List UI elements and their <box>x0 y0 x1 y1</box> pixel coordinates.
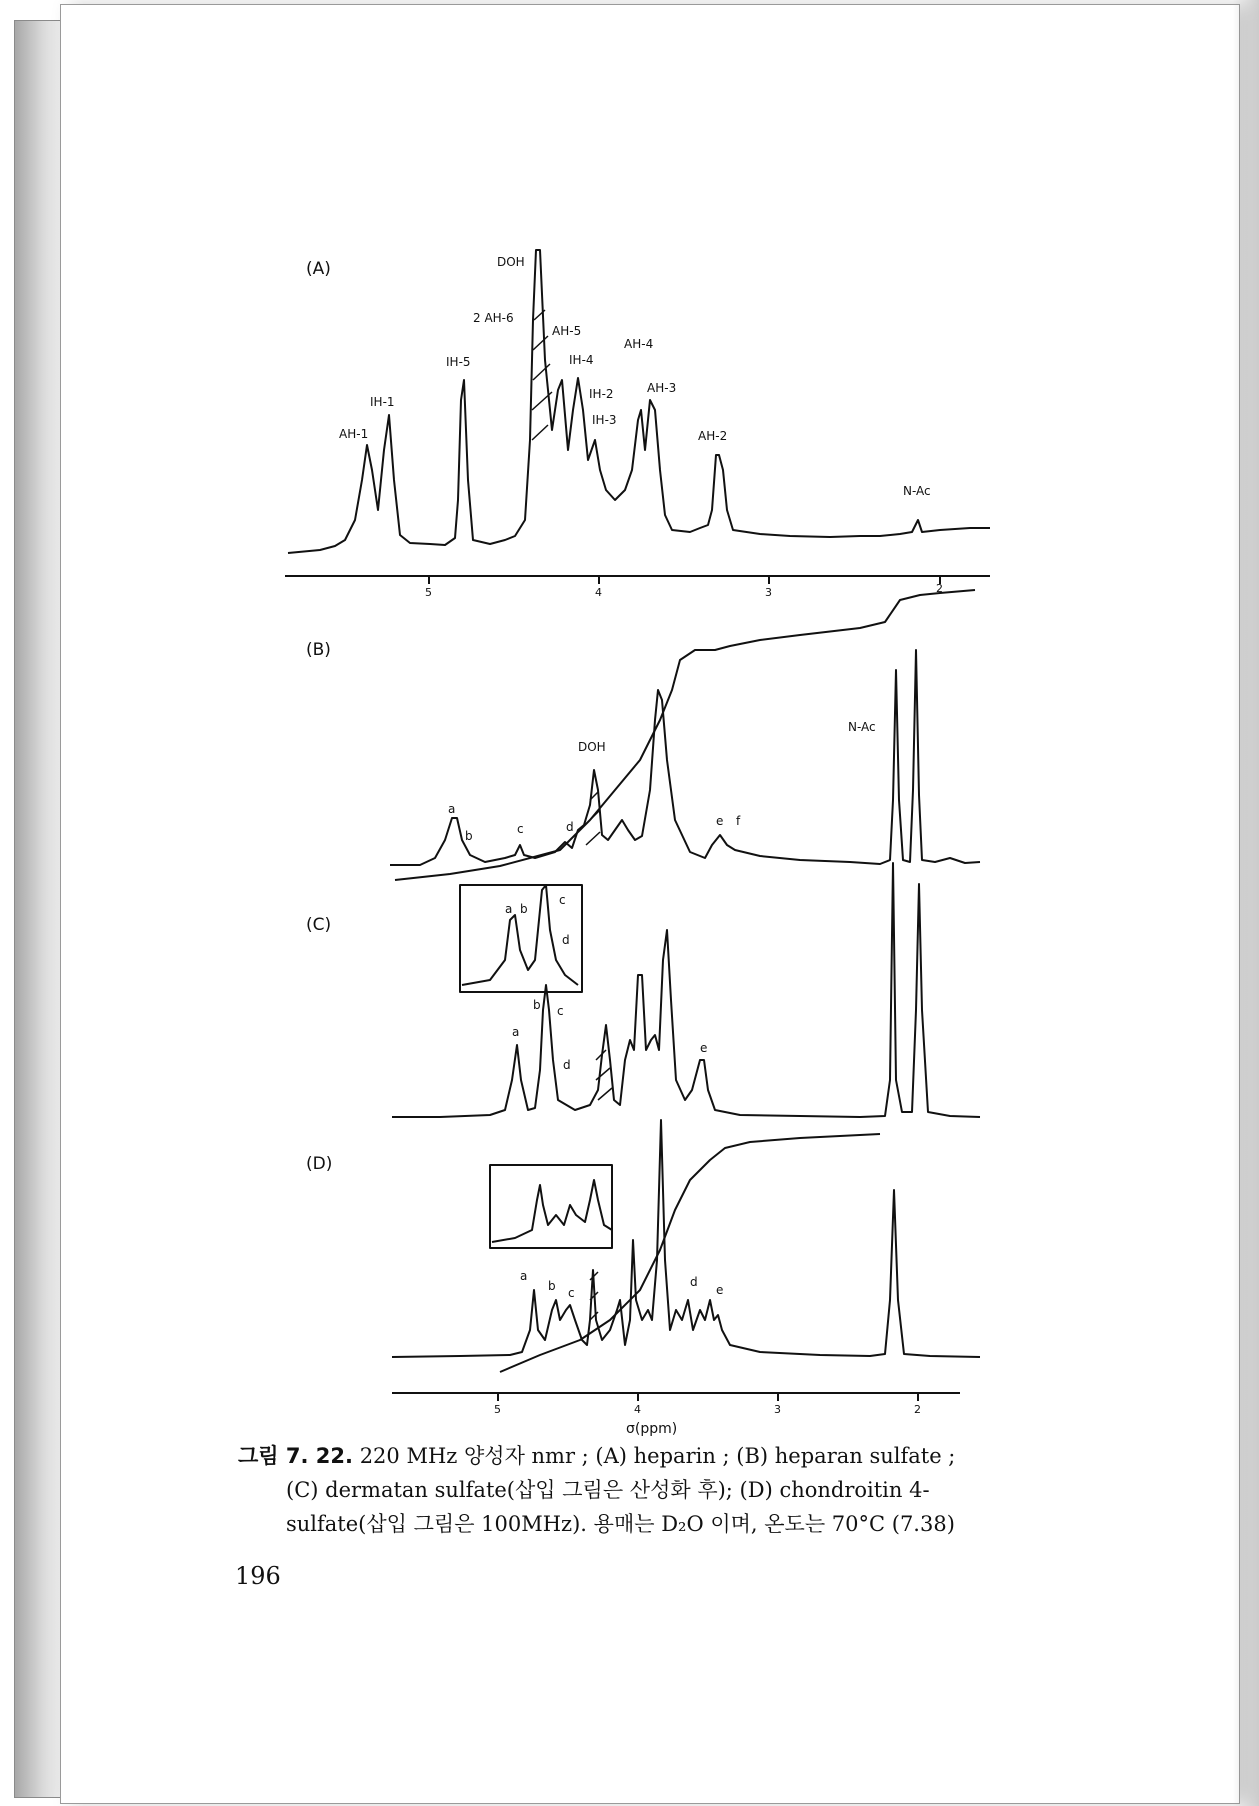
figure-number: 그림 7. 22. <box>238 1444 353 1468</box>
panel-b-label: (B) <box>306 640 331 660</box>
peak-label: b <box>548 1279 556 1293</box>
tick-label: 3 <box>765 586 772 599</box>
peak-label: IH-5 <box>446 355 471 369</box>
tick-label: 4 <box>634 1403 641 1416</box>
inset-peak-label: a <box>505 902 513 916</box>
tick-label: 5 <box>494 1403 501 1416</box>
inset-peak-label: c <box>559 893 566 907</box>
peak-label: e <box>716 814 724 828</box>
peak-label: e <box>716 1283 724 1297</box>
peak-label: AH-4 <box>624 337 654 351</box>
peak-label: e <box>700 1041 708 1055</box>
peak-label: d <box>566 820 574 834</box>
peak-label: c <box>557 1004 564 1018</box>
peak-label: d <box>690 1275 698 1289</box>
peak-label: IH-1 <box>370 395 395 409</box>
inset-d-box <box>490 1165 612 1248</box>
caption-line-1: 220 MHz 양성자 nmr ; (A) heparin ; (B) heparan sulfate ; <box>359 1444 956 1468</box>
page-number: 196 <box>235 1562 281 1590</box>
panel-d-label: (D) <box>306 1154 333 1174</box>
inset-peak-label: d <box>562 933 570 947</box>
tick-label: 2 <box>914 1403 921 1416</box>
peak-label: d <box>563 1058 571 1072</box>
peak-label: a <box>448 802 456 816</box>
peak-label: f <box>736 814 741 828</box>
peak-label: c <box>517 822 524 836</box>
caption-line-2: (C) dermatan sulfate(삽입 그림은 산성화 후); (D) chondroitin 4- <box>286 1478 930 1502</box>
peak-label: c <box>568 1286 575 1300</box>
spectrum-b-trace <box>390 650 980 865</box>
integration-d <box>500 1134 880 1372</box>
panel-c-label: (C) <box>306 915 332 935</box>
peak-label: b <box>533 998 541 1012</box>
peak-label: AH-5 <box>552 324 582 338</box>
tick-label: 5 <box>425 586 432 599</box>
figure-caption <box>238 1439 1058 1541</box>
tick-label: 2 <box>936 582 943 595</box>
peak-label: IH-2 <box>589 387 614 401</box>
tick-label: 3 <box>774 1403 781 1416</box>
peak-label: a <box>520 1269 528 1283</box>
peak-label: 2 AH-6 <box>473 311 514 325</box>
panel-a-label: (A) <box>306 259 331 279</box>
inset-peak-label: b <box>520 902 528 916</box>
spectrum-c-trace <box>392 863 980 1117</box>
integration-b <box>395 590 975 880</box>
peak-label: AH-1 <box>339 427 369 441</box>
peak-label: N-Ac <box>848 720 876 734</box>
caption-line-3: sulfate(삽입 그림은 100MHz). 용매는 D₂O 이며, 온도는 70°C (7.38) <box>286 1512 955 1536</box>
peak-label: IH-3 <box>592 413 617 427</box>
peak-label: N-Ac <box>903 484 931 498</box>
tick-label: 4 <box>595 586 602 599</box>
peak-label: IH-4 <box>569 353 594 367</box>
peak-label: DOH <box>497 255 525 269</box>
peak-label: AH-3 <box>647 381 677 395</box>
peak-label: AH-2 <box>698 429 728 443</box>
inset-d-trace <box>492 1180 612 1242</box>
axis-label: σ(ppm) <box>626 1421 678 1437</box>
peak-label: b <box>465 829 473 843</box>
peak-label: a <box>512 1025 520 1039</box>
spectrum-d-trace <box>392 1120 980 1357</box>
peak-label: DOH <box>578 740 606 754</box>
